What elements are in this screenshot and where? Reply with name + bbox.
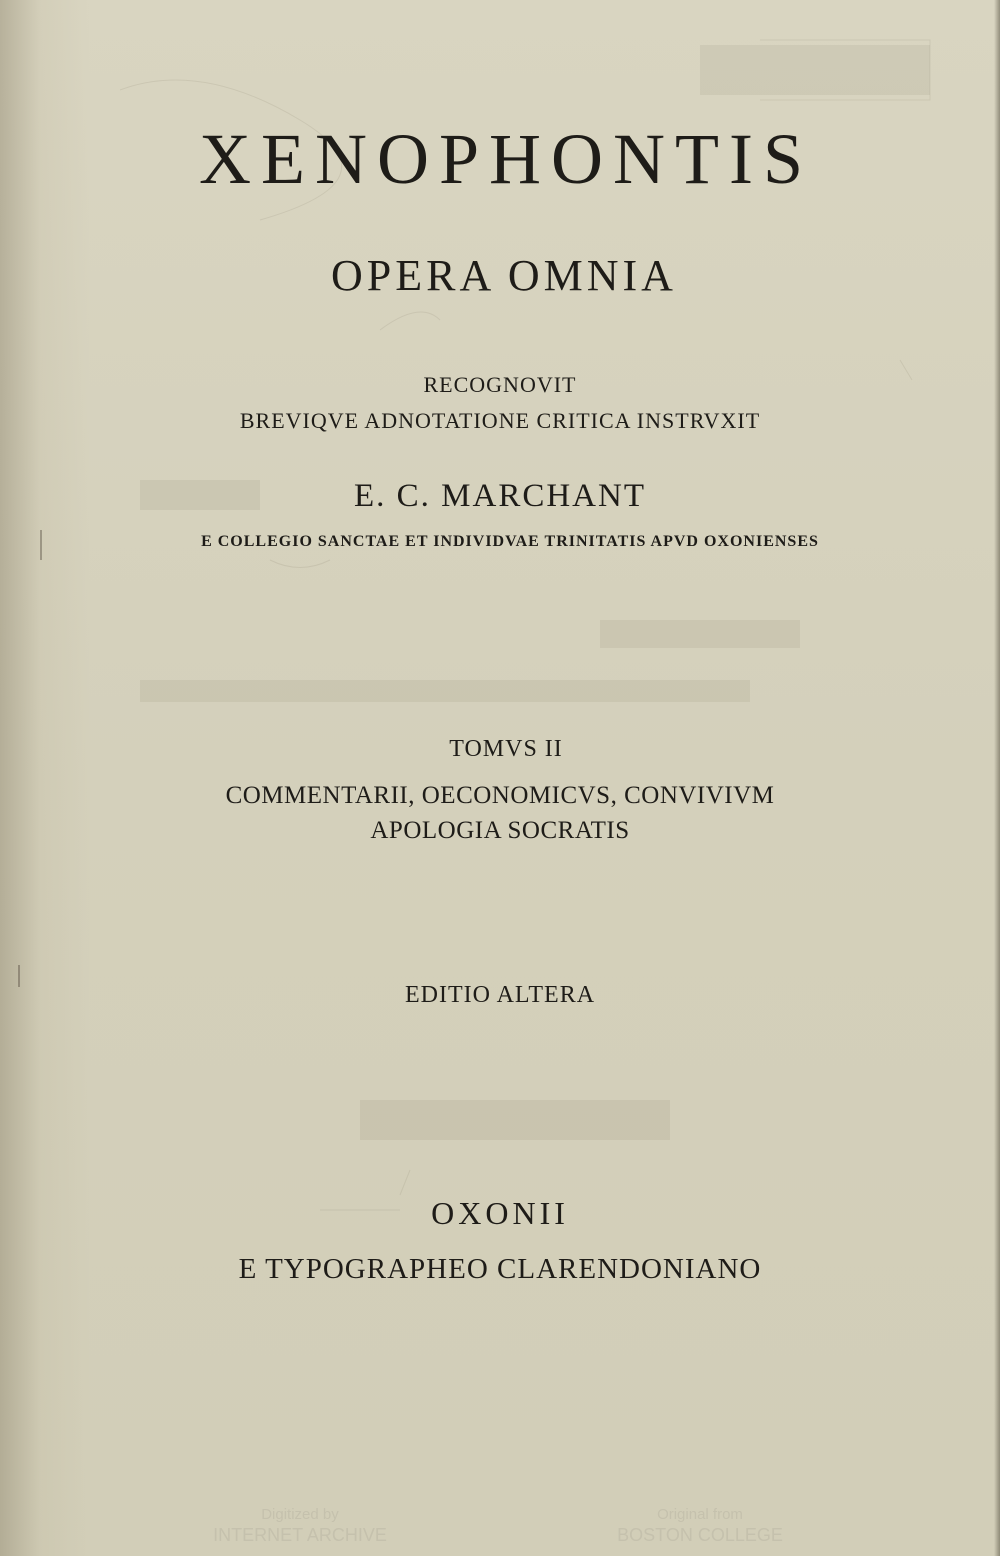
page-edge-shadow: [994, 0, 1000, 1556]
digitizer-label: Digitized by: [261, 1506, 339, 1523]
source-label: Original from: [657, 1506, 743, 1523]
digitizer-watermark: [190, 1505, 410, 1545]
source-name: BOSTON COLLEGE: [617, 1525, 783, 1545]
digitizer-name: INTERNET ARCHIVE: [213, 1525, 387, 1545]
imprint-publisher: E TYPOGRAPHEO CLARENDONIANO: [238, 1253, 762, 1285]
editor-name: E. C. MARCHANT: [353, 478, 647, 514]
book-title: XENOPHONTIS: [199, 119, 813, 199]
edition-label: EDITIO ALTERA: [404, 982, 596, 1008]
instruxit-line: BREVIQVE ADNOTATIONE CRITICA INSTRVXIT: [239, 408, 761, 433]
book-subtitle: OPERA OMNIA: [331, 251, 677, 300]
editor-affiliation: E COLLEGIO SANCTAE ET INDIVIDVAE TRINITATIS APVD OXONIENSES: [201, 533, 819, 550]
volume-number: TOMVS II: [449, 736, 563, 762]
recognovit-line: RECOGNOVIT: [423, 372, 577, 397]
source-watermark: [600, 1505, 800, 1545]
contents-line-1: COMMENTARII, OECONOMICVS, CONVIVIVM: [225, 782, 775, 809]
contents-line-2: APOLOGIA SOCRATIS: [370, 817, 630, 844]
imprint-place: OXONII: [431, 1195, 569, 1231]
